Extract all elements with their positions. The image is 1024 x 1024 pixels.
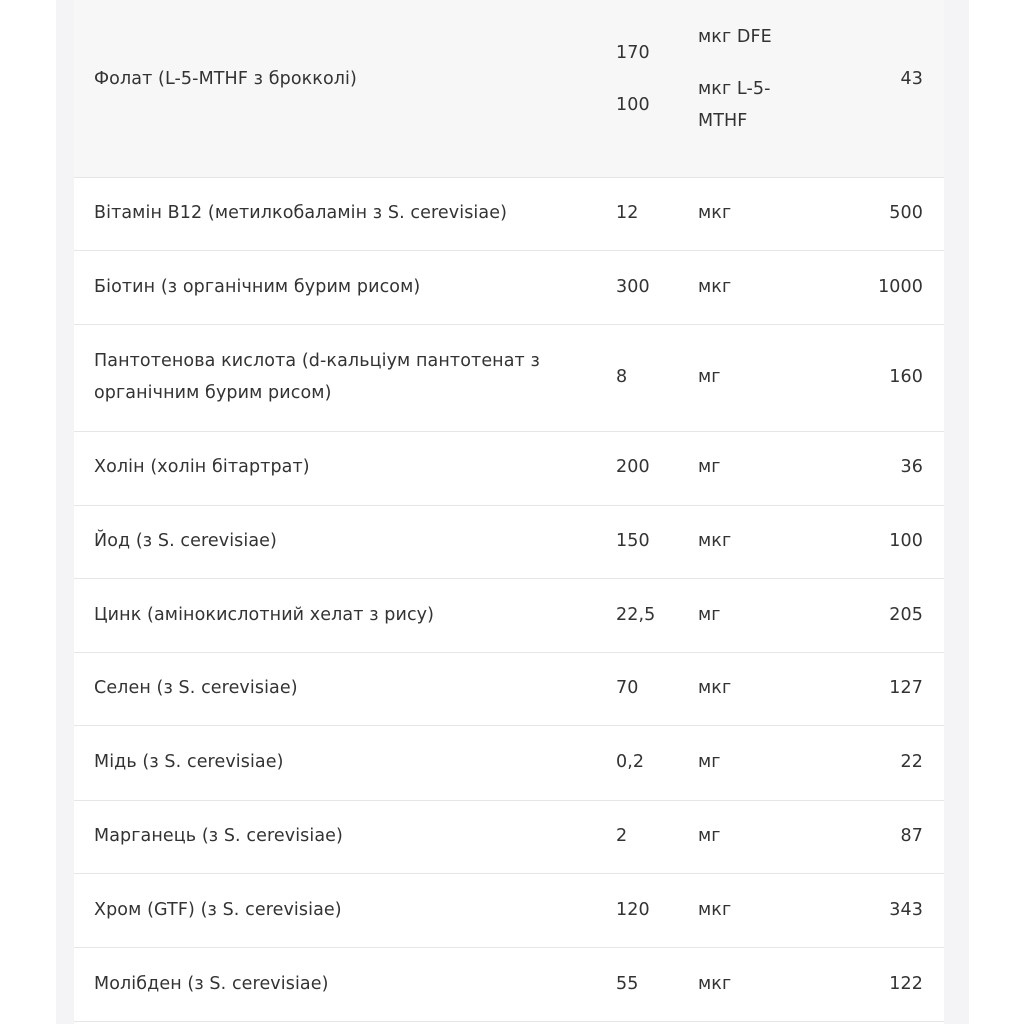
ingredient-name: Цинк (амінокислотний хелат з рису) (94, 605, 435, 625)
ingredient-name: Пантотенова кислота (d-кальціум пантотенат з (94, 351, 540, 371)
table-row-selenium (74, 653, 944, 726)
ingredient-unit: мкг (698, 203, 732, 223)
ingredient-daily-value: 343 (889, 900, 923, 920)
ingredient-unit: мкг (698, 900, 732, 920)
ingredient-name: Холін (холін бітартрат) (94, 457, 310, 477)
ingredient-unit: мг (698, 457, 721, 477)
table-row-b12 (74, 178, 944, 251)
ingredient-amount: 2 (616, 826, 628, 846)
ingredient-unit: мг (698, 367, 721, 387)
ingredient-name: Мідь (з S. cerevisiae) (94, 752, 284, 772)
ingredient-unit: мг (698, 826, 721, 846)
table-row-molybdenum (74, 948, 944, 1022)
ingredient-daily-value: 1000 (878, 277, 923, 297)
ingredient-amount: 200 (616, 457, 650, 477)
ingredient-amount: 12 (616, 203, 639, 223)
ingredient-daily-value: 22 (900, 752, 923, 772)
ingredient-daily-value: 160 (889, 367, 923, 387)
ingredient-amount: 8 (616, 367, 628, 387)
ingredient-amount: 70 (616, 678, 639, 698)
ingredient-amount: 120 (616, 900, 650, 920)
ingredient-daily-value: 36 (900, 457, 923, 477)
ingredient-name: Молібден (з S. cerevisiae) (94, 974, 329, 994)
ingredient-unit: мкг (698, 974, 732, 994)
ingredient-unit: мкг DFE (698, 27, 772, 47)
ingredient-amount: 22,5 (616, 605, 656, 625)
ingredient-unit: мг (698, 752, 721, 772)
ingredient-name: Селен (з S. cerevisiae) (94, 678, 298, 698)
table-row-manganese (74, 801, 944, 874)
ingredient-unit: мкг (698, 277, 732, 297)
ingredient-amount: 170 (616, 43, 650, 63)
table-row-zinc (74, 579, 944, 653)
ingredient-amount: 100 (616, 95, 650, 115)
nutrition-table (74, 0, 944, 1024)
ingredient-daily-value: 87 (900, 826, 923, 846)
ingredient-unit: MTHF (698, 111, 748, 131)
ingredient-name: Йод (з S. cerevisiae) (94, 531, 277, 551)
table-row-copper (74, 726, 944, 801)
ingredient-daily-value: 100 (889, 531, 923, 551)
ingredient-amount: 300 (616, 277, 650, 297)
ingredient-unit: мкг (698, 531, 732, 551)
ingredient-name: Хром (GTF) (з S. cerevisiae) (94, 900, 342, 920)
ingredient-name: Фолат (L-5-MTHF з брокколі) (94, 69, 357, 89)
ingredient-name: органічним бурим рисом) (94, 383, 332, 403)
ingredient-unit: мг (698, 605, 721, 625)
ingredient-amount: 0,2 (616, 752, 645, 772)
ingredient-name: Вітамін B12 (метилкобаламін з S. cerevisiae) (94, 203, 507, 223)
table-row-pantothenic-acid (74, 325, 944, 432)
ingredient-amount: 55 (616, 974, 639, 994)
ingredient-name: Біотин (з органічним бурим рисом) (94, 277, 421, 297)
table-row-iodine (74, 506, 944, 579)
ingredient-unit: мкг (698, 678, 732, 698)
ingredient-name: Марганець (з S. cerevisiae) (94, 826, 343, 846)
table-row-chromium (74, 874, 944, 948)
ingredient-daily-value: 127 (889, 678, 923, 698)
table-row-choline (74, 432, 944, 506)
ingredient-unit: мкг L-5- (698, 79, 771, 99)
ingredient-daily-value: 500 (889, 203, 923, 223)
table-row-biotin (74, 251, 944, 325)
ingredient-daily-value: 43 (900, 69, 923, 89)
ingredient-daily-value: 205 (889, 605, 923, 625)
table-row-folate (74, 0, 944, 178)
ingredient-amount: 150 (616, 531, 650, 551)
ingredient-daily-value: 122 (889, 974, 923, 994)
